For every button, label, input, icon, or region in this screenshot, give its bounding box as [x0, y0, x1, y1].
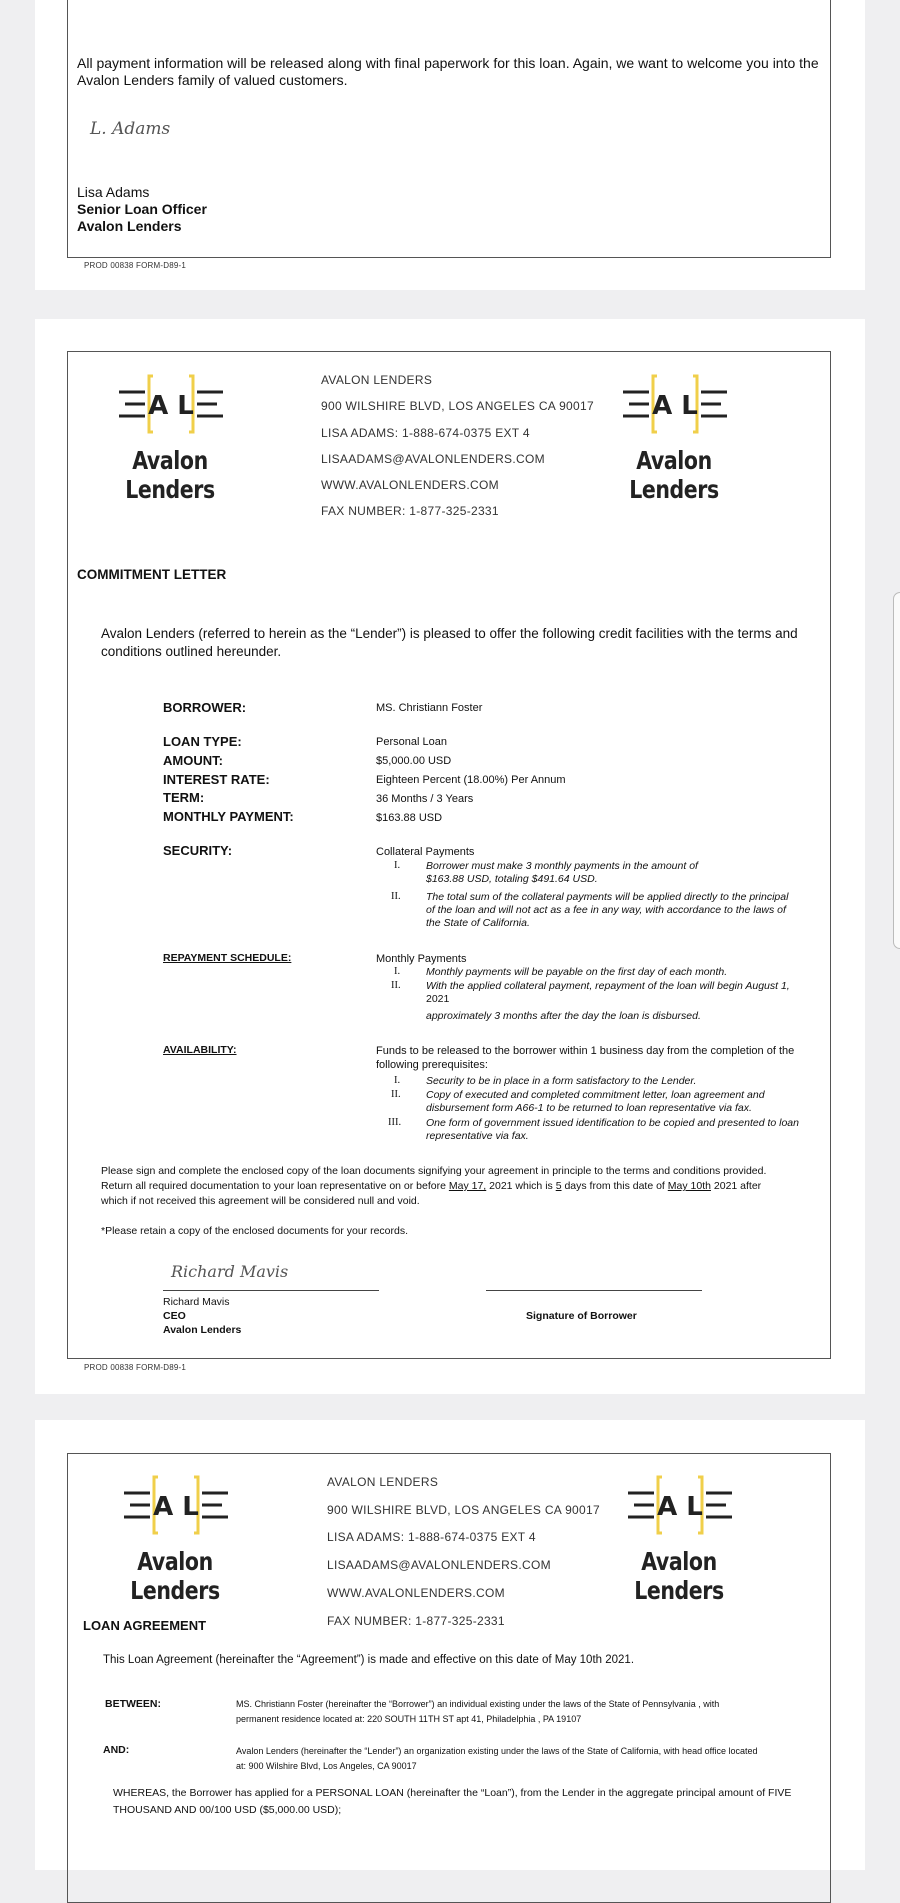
al-logo-icon [623, 372, 727, 436]
ceo-name: Richard Mavis [163, 1296, 230, 1308]
letterhead-address: AVALON LENDERS 900 WILSHIRE BLVD, LOS ANGELES CA 90017 LISA ADAMS: 1-888-674-0375 EXT 4 LISAADAMS@AVALONLENDERS.COM WWW.AVALONLENDERS.COM FAX NUMBER: 1-877-325-2331 [327, 1475, 600, 1628]
al-logo-icon [119, 372, 223, 436]
page-2-border [67, 351, 831, 1359]
borrower-signature-line [486, 1290, 702, 1291]
security-item-1: Borrower must make 3 monthly payments in the amount of $163.88 USD, totaling $491.64 USD. [426, 860, 698, 885]
avalon-logo-right [594, 1455, 764, 1605]
logo-brand-text: Avalon Lenders [125, 446, 215, 504]
availability-item-2: Copy of executed and completed commitment letter, loan agreement and disbursement form A66-1 to be returned to loan representative via fax. [426, 1089, 765, 1114]
logo-brand-text: Avalon Lenders [130, 1547, 220, 1605]
security-label: SECURITY: [163, 843, 233, 858]
retain-note: *Please retain a copy of the enclosed documents for your records. [101, 1225, 409, 1237]
repayment-item-2: With the applied collateral payment, repayment of the loan will begin August 1, 2021 approximately 3 months after the day the loan is disbursed. [426, 980, 790, 1022]
security-value: Collateral Payments [376, 846, 475, 858]
amount-value: $5,000.00 USD [376, 755, 452, 767]
borrower-label: BORROWER: [163, 700, 247, 715]
loan-type-label: LOAN TYPE: [163, 734, 242, 749]
scrollbar-thumb[interactable] [893, 592, 900, 949]
availability-item-3: One form of government issued identification to be copied and presented to loan representative via fax. [426, 1117, 799, 1142]
richard-mavis-signature: Richard Mavis [171, 1262, 289, 1281]
page-1-border [67, 0, 831, 258]
avalon-logo-right [589, 354, 759, 504]
loan-agreement-title: LOAN AGREEMENT [83, 1618, 207, 1633]
logo-letters: A L [652, 391, 698, 421]
form-code: PROD 00838 FORM-D89-1 [84, 261, 187, 270]
logo-letters: A L [657, 1492, 703, 1522]
signer-name: Lisa Adams [77, 184, 150, 200]
agreement-intro: This Loan Agreement (hereinafter the “Agreement”) is made and effective on this date of May 10th 2021. [103, 1654, 635, 1666]
al-logo-icon [124, 1473, 228, 1537]
signing-instructions: Please sign and complete the enclosed copy of the loan documents signifying your agreement in principle to the terms and conditions provided. Return all required documentation to your loan representative on or before May 17, 2021 which is 5 days from this date of May 10th 2021 after which if not received this agreement will be considered null and void. [101, 1165, 767, 1207]
document-page-3 [35, 1420, 865, 1870]
signer-block [77, 184, 207, 235]
monthly-payment-value: $163.88 USD [376, 812, 443, 824]
term-label: TERM: [163, 790, 205, 805]
availability-label: AVAILABILITY: [163, 1044, 237, 1056]
repayment-item-number: II. [391, 980, 401, 991]
document-page-2 [35, 319, 865, 1394]
interest-rate-label: INTEREST RATE: [163, 772, 270, 787]
document-page-1 [35, 0, 865, 290]
security-item-2: The total sum of the collateral payments will be applied directly to the principal of the loan and will not act as a fee in any way, with accordance to the laws of the State of California. [426, 891, 789, 929]
security-item-number: I. [394, 860, 401, 871]
lisa-adams-signature: L. Adams [90, 119, 171, 139]
avalon-logo-left [85, 354, 255, 504]
repayment-schedule-value: Monthly Payments [376, 953, 467, 965]
release-text: All payment information will be released along with final paperwork for this loan. Again, we want to welcome you into the Avalon Lenders family of valued customers. [77, 55, 819, 88]
between-text: MS. Christiann Foster (hereinafter the “Borrower”) an individual existing under the laws of the State of Pennsylvania , with permanent residence located at: 220 SOUTH 11TH ST apt 41, Philadelphia , PA 19107 [236, 1699, 720, 1724]
repayment-schedule-label: REPAYMENT SCHEDULE: [163, 952, 292, 964]
and-text: Avalon Lenders (hereinafter the “Lender”) an organization existing under the laws of the State of California, with head office located at: 900 Wilshire Blvd, Los Angeles, CA 90017 [236, 1746, 758, 1771]
signer-company: Avalon Lenders [77, 218, 182, 234]
whereas-text: WHEREAS, the Borrower has applied for a PERSONAL LOAN (hereinafter the “Loan”), from the Lender in the aggregate principal amount of FIVE THOUSAND AND 00/100 USD ($5,000.00 USD); [113, 1787, 792, 1816]
availability-item-1: Security to be in place in a form satisfactory to the Lender. [426, 1075, 697, 1087]
availability-item-number: III. [388, 1117, 402, 1128]
loan-type-value: Personal Loan [376, 736, 447, 748]
ceo-block [163, 1295, 241, 1337]
and-label: AND: [103, 1744, 130, 1756]
security-item-number: II. [391, 891, 401, 902]
logo-letters: A L [148, 391, 194, 421]
ceo-company: Avalon Lenders [163, 1324, 242, 1336]
between-label: BETWEEN: [105, 1698, 161, 1710]
letterhead-address: AVALON LENDERS 900 WILSHIRE BLVD, LOS ANGELES CA 90017 LISA ADAMS: 1-888-674-0375 EXT 4 LISAADAMS@AVALONLENDERS.COM WWW.AVALONLENDERS.COM FAX NUMBER: 1-877-325-2331 [321, 373, 594, 519]
repayment-item-1: Monthly payments will be payable on the first day of each month. [426, 966, 728, 978]
availability-item-number: II. [391, 1089, 401, 1100]
term-value: 36 Months / 3 Years [376, 793, 474, 805]
al-logo-icon [628, 1473, 732, 1537]
borrower-value: MS. Christiann Foster [376, 702, 483, 714]
commitment-intro: Avalon Lenders (referred to herein as the “Lender”) is pleased to offer the following credit facilities with the terms and conditions outlined hereunder. [101, 626, 798, 659]
repayment-item-number: I. [394, 966, 401, 977]
amount-label: AMOUNT: [163, 753, 223, 768]
interest-rate-value: Eighteen Percent (18.00%) Per Annum [376, 774, 566, 786]
page-3-border [67, 1453, 831, 1903]
logo-brand-text: Avalon Lenders [629, 446, 719, 504]
form-code: PROD 00838 FORM-D89-1 [84, 1363, 187, 1372]
ceo-title: CEO [163, 1310, 186, 1322]
signer-title: Senior Loan Officer [77, 201, 207, 217]
ceo-signature-line [163, 1290, 379, 1291]
avalon-logo-left [90, 1455, 260, 1605]
logo-letters: A L [153, 1492, 199, 1522]
availability-text: Funds to be released to the borrower within 1 business day from the completion of the following prerequisites: [376, 1045, 795, 1071]
commitment-title: COMMITMENT LETTER [77, 567, 227, 582]
logo-brand-text: Avalon Lenders [634, 1547, 724, 1605]
availability-item-number: I. [394, 1075, 401, 1086]
monthly-payment-label: MONTHLY PAYMENT: [163, 809, 294, 824]
borrower-signature-label: Signature of Borrower [526, 1310, 637, 1322]
